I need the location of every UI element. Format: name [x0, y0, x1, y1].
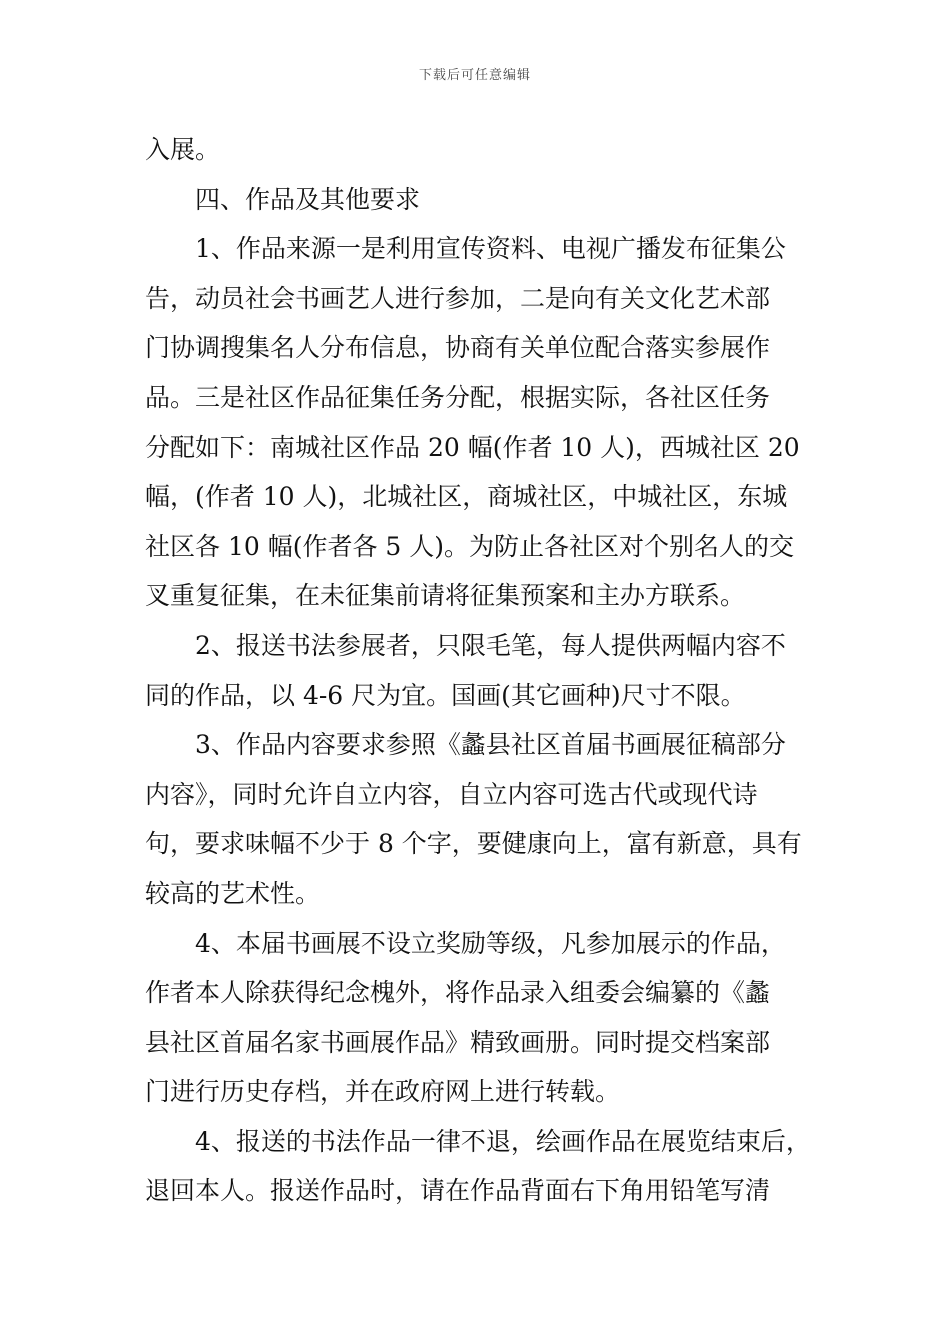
text-line: 门进行历史存档，并在政府网上进行转载。	[145, 1077, 621, 1107]
text-line: 叉重复征集，在未征集前请将征集预案和主办方联系。	[145, 581, 746, 611]
text-line: 门协调搜集名人分布信息，协商有关单位配合落实参展作	[145, 333, 771, 363]
text-line: 4、本届书画展不设立奖励等级，凡参加展示的作品，	[195, 928, 786, 958]
text-line: 较高的艺术性。	[145, 878, 321, 908]
text-line: 告，动员社会书画艺人进行参加，二是向有关文化艺术部	[145, 283, 771, 313]
page-header: 下载后可任意编辑	[418, 68, 531, 83]
text-line: 退回本人。报送作品时，请在作品背面右下角用铅笔写清	[145, 1176, 771, 1206]
section-heading: 四、作品及其他要求	[195, 184, 421, 214]
text-line: 4、报送的书法作品一律不退，绘画作品在展览结束后，	[195, 1126, 811, 1156]
text-line: 3、作品内容要求参照《蠡县社区首届书画展征稿部分	[195, 730, 786, 760]
text-line: 品。三是社区作品征集任务分配，根据实际，各社区任务	[145, 382, 771, 412]
text-line: 1、作品来源一是利用宣传资料、电视广播发布征集公	[195, 234, 786, 264]
text-line: 2、报送书法参展者，只限毛笔，每人提供两幅内容不	[195, 630, 786, 660]
text-line: 入展。	[145, 135, 221, 164]
text-line: 句，要求味幅不少于 8 个字，要健康向上，富有新意，具有	[145, 829, 802, 859]
text-line: 分配如下：南城社区作品 20 幅(作者 10 人)，西城社区 20	[145, 432, 800, 462]
document-body	[145, 125, 815, 1216]
text-line: 内容》，同时允许自立内容，自立内容可选古代或现代诗	[145, 779, 758, 809]
text-line: 幅，(作者 10 人)，北城社区，商城社区，中城社区，东城	[145, 482, 788, 512]
text-line: 社区各 10 幅(作者各 5 人)。为防止各社区对个别名人的交	[145, 531, 795, 561]
text-line: 作者本人除获得纪念槐外，将作品录入组委会编纂的《蠡	[145, 978, 771, 1008]
text-line: 县社区首届名家书画展作品》精致画册。同时提交档案部	[145, 1027, 771, 1057]
text-line: 同的作品，以 4-6 尺为宜。国画(其它画种)尺寸不限。	[145, 680, 746, 710]
